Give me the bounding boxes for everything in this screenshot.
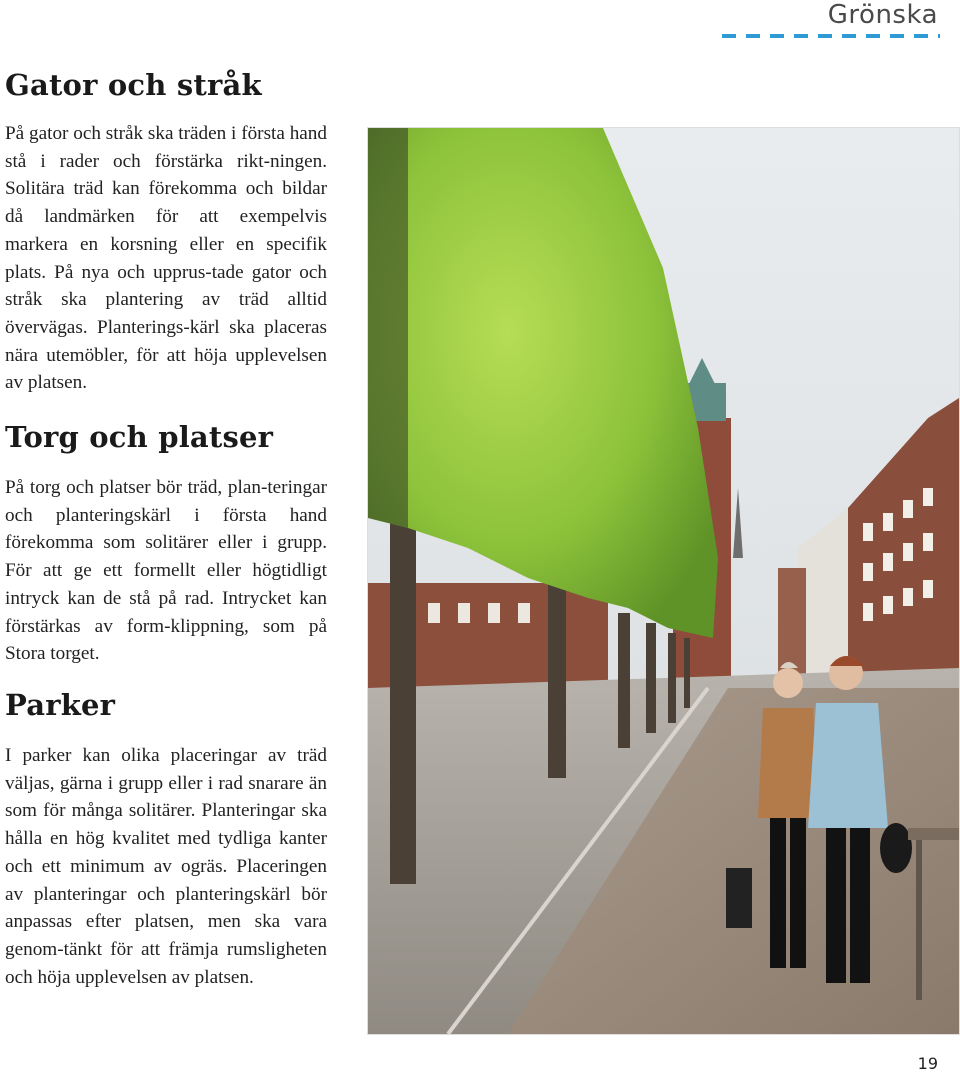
page-number: 19 — [917, 1054, 938, 1073]
heading-parker: Parker — [5, 688, 116, 722]
section-torg — [5, 420, 327, 668]
section-parker — [5, 688, 327, 991]
body-parker: I parker kan olika placeringar av träd väljas, gärna i grupp eller i rad snarare än som för många solitärer. Planteringar ska hålla en hög kvalitet med tydliga kanter och ett minimum av ogräs. Placeringen av planteringar och planteringskärl bör anpassas efter platsen, men ska vara genom-tänkt för att främja rumsligheten och höja upplevelsen av platsen. — [5, 745, 327, 988]
section-title: Grönska — [827, 0, 938, 30]
section-gator — [5, 68, 327, 397]
body-gator: På gator och stråk ska träden i första hand stå i rader och förstärka rikt-ningen. Solitära träd kan förekomma och bildar då landmärken för att exempelvis markera en korsning eller en specifik plats. På nya och upprus-tade gator och stråk ska plantering av träd alltid övervägas. Planterings-kärl ska placeras nära utemöbler, för att höja upplevelsen av platsen. — [5, 123, 327, 394]
street-photo — [367, 127, 960, 1035]
section-title-dash-rule — [722, 34, 940, 38]
heading-gator: Gator och stråk — [5, 68, 262, 102]
heading-torg: Torg och platser — [5, 420, 274, 454]
body-torg: På torg och platser bör träd, plan-teringar och planteringskärl i första hand förekomma som solitärer eller i grupp. För att ge ett formellt eller högtidligt intryck kan de stå på rad. Intrycket kan förstärkas av form-klippning, som på Stora torget. — [5, 477, 327, 665]
